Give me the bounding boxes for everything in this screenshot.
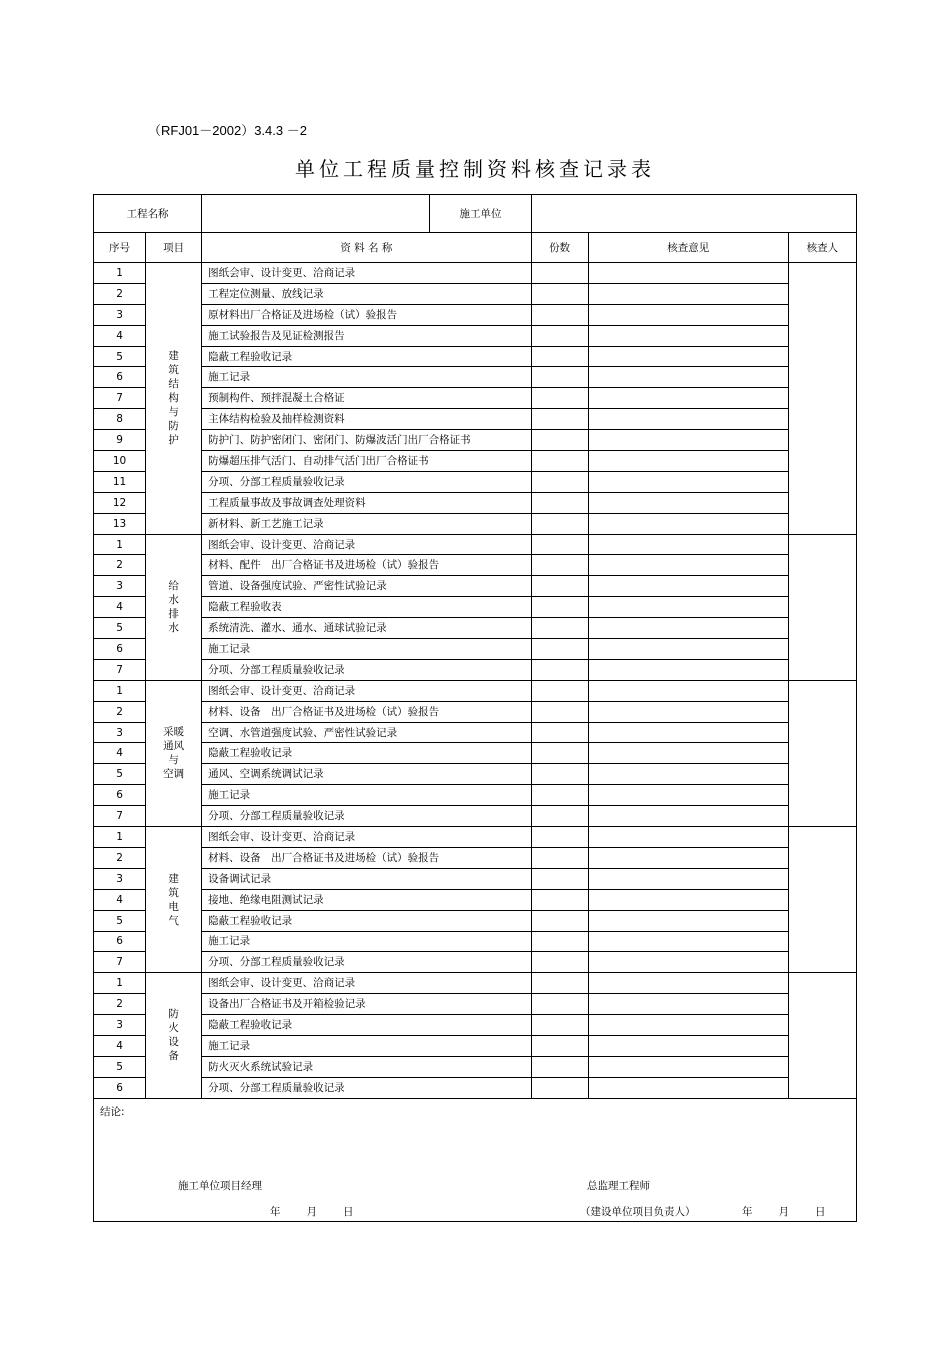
copies-cell[interactable] <box>531 722 588 743</box>
column-header-row <box>94 233 857 263</box>
copies-cell[interactable] <box>531 994 588 1015</box>
doc-name-cell: 接地、绝缘电阻测试记录 <box>202 889 531 910</box>
table-row <box>94 492 857 513</box>
table-row <box>94 555 857 576</box>
contractor-label: 施工单位 <box>430 195 531 233</box>
row-seq: 1 <box>94 263 146 284</box>
opinion-cell[interactable] <box>588 409 788 430</box>
doc-name-cell: 图纸会审、设计变更、洽商记录 <box>202 263 531 284</box>
opinion-cell[interactable] <box>588 1056 788 1077</box>
doc-name-cell: 原材料出厂合格证及进场检（试）验报告 <box>202 304 531 325</box>
table-row <box>94 910 857 931</box>
checker-cell[interactable] <box>788 827 856 973</box>
doc-name-cell: 预制构件、预拌混凝土合格证 <box>202 388 531 409</box>
doc-name-cell: 防火灭火系统试验记录 <box>202 1056 531 1077</box>
copies-cell[interactable] <box>531 764 588 785</box>
row-seq: 9 <box>94 430 146 451</box>
opinion-cell[interactable] <box>588 639 788 660</box>
copies-cell[interactable] <box>531 263 588 284</box>
opinion-cell[interactable] <box>588 555 788 576</box>
copies-cell[interactable] <box>531 1015 588 1036</box>
row-seq: 5 <box>94 1056 146 1077</box>
row-seq: 4 <box>94 743 146 764</box>
table-row <box>94 1035 857 1056</box>
table-row <box>94 994 857 1015</box>
category-char: 与 <box>168 754 179 767</box>
checker-cell[interactable] <box>788 973 856 1098</box>
table-row <box>94 806 857 827</box>
contractor-manager-label: 施工单位项目经理 <box>178 1179 262 1192</box>
row-seq: 8 <box>94 409 146 430</box>
doc-name-cell: 材料、设备 出厂合格证书及进场检（试）验报告 <box>202 847 531 868</box>
header-row <box>94 195 857 233</box>
table-row <box>94 325 857 346</box>
copies-cell[interactable] <box>531 409 588 430</box>
contractor-date: 年 月 日 <box>270 1205 354 1218</box>
opinion-cell[interactable] <box>588 1015 788 1036</box>
row-seq: 5 <box>94 764 146 785</box>
col-opinion: 核查意见 <box>588 233 788 263</box>
opinion-cell[interactable] <box>588 868 788 889</box>
copies-cell[interactable] <box>531 868 588 889</box>
row-seq: 3 <box>94 304 146 325</box>
category-char: 设 <box>168 1036 179 1049</box>
opinion-cell[interactable] <box>588 304 788 325</box>
opinion-cell[interactable] <box>588 847 788 868</box>
table-row <box>94 722 857 743</box>
category-char: 筑 <box>168 364 179 377</box>
copies-cell[interactable] <box>531 283 588 304</box>
copies-cell[interactable] <box>531 1056 588 1077</box>
doc-name-cell: 隐蔽工程验收记录 <box>202 910 531 931</box>
table-row <box>94 827 857 848</box>
table-row <box>94 471 857 492</box>
opinion-cell[interactable] <box>588 1077 788 1098</box>
copies-cell[interactable] <box>531 325 588 346</box>
copies-cell[interactable] <box>531 1035 588 1056</box>
opinion-cell[interactable] <box>588 283 788 304</box>
quality-control-table <box>93 194 857 1222</box>
copies-cell[interactable] <box>531 659 588 680</box>
row-seq: 7 <box>94 659 146 680</box>
category-char: 空调 <box>163 768 185 781</box>
category-char: 通风 <box>163 740 185 753</box>
doc-name-cell: 图纸会审、设计变更、洽商记录 <box>202 973 531 994</box>
row-seq: 2 <box>94 283 146 304</box>
table-row <box>94 743 857 764</box>
doc-name-cell: 隐蔽工程验收记录 <box>202 346 531 367</box>
copies-cell[interactable] <box>531 806 588 827</box>
row-seq: 12 <box>94 492 146 513</box>
copies-cell[interactable] <box>531 847 588 868</box>
table-row <box>94 680 857 701</box>
table-row <box>94 1077 857 1098</box>
copies-cell[interactable] <box>531 952 588 973</box>
table-row <box>94 931 857 952</box>
category-char: 建 <box>168 872 179 885</box>
copies-cell[interactable] <box>531 1077 588 1098</box>
row-seq: 6 <box>94 785 146 806</box>
table-row <box>94 451 857 472</box>
table-row <box>94 847 857 868</box>
row-seq: 10 <box>94 451 146 472</box>
row-seq: 1 <box>94 534 146 555</box>
opinion-cell[interactable] <box>588 346 788 367</box>
opinion-cell[interactable] <box>588 618 788 639</box>
doc-name-cell: 通风、空调系统调试记录 <box>202 764 531 785</box>
row-seq: 6 <box>94 1077 146 1098</box>
category-char: 排 <box>168 608 179 621</box>
copies-cell[interactable] <box>531 889 588 910</box>
table-row <box>94 304 857 325</box>
opinion-cell[interactable] <box>588 388 788 409</box>
doc-name-cell: 分项、分部工程质量验收记录 <box>202 806 531 827</box>
doc-name-cell: 空调、水管道强度试验、严密性试验记录 <box>202 722 531 743</box>
doc-name-cell: 施工记录 <box>202 785 531 806</box>
copies-cell[interactable] <box>531 471 588 492</box>
row-seq: 7 <box>94 388 146 409</box>
doc-name-cell: 设备出厂合格证书及开箱检验记录 <box>202 994 531 1015</box>
doc-name-cell: 主体结构检验及抽样检测资料 <box>202 409 531 430</box>
category-char: 电 <box>168 900 179 913</box>
conclusion-cell[interactable] <box>94 1098 857 1221</box>
row-seq: 3 <box>94 722 146 743</box>
copies-cell[interactable] <box>531 931 588 952</box>
opinion-cell[interactable] <box>588 910 788 931</box>
table-row <box>94 430 857 451</box>
row-seq: 5 <box>94 910 146 931</box>
opinion-cell[interactable] <box>588 889 788 910</box>
doc-name-cell: 防爆超压排气活门、自动排气活门出厂合格证书 <box>202 451 531 472</box>
table-row <box>94 889 857 910</box>
opinion-cell[interactable] <box>588 743 788 764</box>
category-char: 备 <box>168 1050 179 1063</box>
row-seq: 2 <box>94 994 146 1015</box>
checker-cell[interactable] <box>788 263 856 535</box>
opinion-cell[interactable] <box>588 367 788 388</box>
copies-cell[interactable] <box>531 973 588 994</box>
opinion-cell[interactable] <box>588 451 788 472</box>
table-row <box>94 868 857 889</box>
row-seq: 2 <box>94 701 146 722</box>
opinion-cell[interactable] <box>588 785 788 806</box>
copies-cell[interactable] <box>531 785 588 806</box>
doc-name-cell: 工程质量事故及事故调查处理资料 <box>202 492 531 513</box>
opinion-cell[interactable] <box>588 534 788 555</box>
row-seq: 1 <box>94 827 146 848</box>
row-seq: 1 <box>94 680 146 701</box>
category-cell <box>146 680 202 826</box>
table-row <box>94 1056 857 1077</box>
form-code: （RFJ01－2002）3.4.3 －2 <box>148 123 307 138</box>
doc-name-cell: 图纸会审、设计变更、洽商记录 <box>202 680 531 701</box>
category-char: 护 <box>168 434 179 447</box>
table-row <box>94 659 857 680</box>
doc-name-cell: 设备调试记录 <box>202 868 531 889</box>
copies-cell[interactable] <box>531 576 588 597</box>
opinion-cell[interactable] <box>588 806 788 827</box>
row-seq: 5 <box>94 346 146 367</box>
copies-cell[interactable] <box>531 618 588 639</box>
table-row <box>94 785 857 806</box>
category-char: 筑 <box>168 886 179 899</box>
table-row <box>94 1015 857 1036</box>
opinion-cell[interactable] <box>588 513 788 534</box>
category-char: 采暖 <box>163 726 185 739</box>
category-char: 水 <box>168 622 179 635</box>
category-cell <box>146 973 202 1098</box>
doc-name-cell: 施工记录 <box>202 367 531 388</box>
row-seq: 7 <box>94 952 146 973</box>
doc-name-cell: 施工试验报告及见证检测报告 <box>202 325 531 346</box>
row-seq: 6 <box>94 931 146 952</box>
doc-name-cell: 隐蔽工程验收记录 <box>202 1015 531 1036</box>
row-seq: 6 <box>94 639 146 660</box>
table-row <box>94 764 857 785</box>
copies-cell[interactable] <box>531 430 588 451</box>
opinion-cell[interactable] <box>588 263 788 284</box>
category-cell <box>146 263 202 535</box>
table-row <box>94 346 857 367</box>
row-seq: 4 <box>94 1035 146 1056</box>
row-seq: 4 <box>94 889 146 910</box>
copies-cell[interactable] <box>531 743 588 764</box>
table-row <box>94 701 857 722</box>
category-char: 与 <box>168 406 179 419</box>
opinion-cell[interactable] <box>588 931 788 952</box>
category-char: 结 <box>168 378 179 391</box>
table-row <box>94 973 857 994</box>
opinion-cell[interactable] <box>588 722 788 743</box>
opinion-cell[interactable] <box>588 764 788 785</box>
row-seq: 4 <box>94 597 146 618</box>
doc-name-cell: 材料、配件 出厂合格证书及进场检（试）验报告 <box>202 555 531 576</box>
copies-cell[interactable] <box>531 701 588 722</box>
doc-name-cell: 隐蔽工程验收记录 <box>202 743 531 764</box>
category-char: 水 <box>168 594 179 607</box>
copies-cell[interactable] <box>531 597 588 618</box>
contractor-field[interactable] <box>531 195 856 233</box>
doc-name-cell: 施工记录 <box>202 931 531 952</box>
table-row <box>94 576 857 597</box>
col-copies: 份数 <box>531 233 588 263</box>
doc-name-cell: 分项、分部工程质量验收记录 <box>202 471 531 492</box>
opinion-cell[interactable] <box>588 471 788 492</box>
doc-name-cell: 材料、设备 出厂合格证书及进场检（试）验报告 <box>202 701 531 722</box>
category-char: 给 <box>168 580 179 593</box>
copies-cell[interactable] <box>531 680 588 701</box>
row-seq: 4 <box>94 325 146 346</box>
copies-cell[interactable] <box>531 534 588 555</box>
owner-rep-label: （建设单位项目负责人） <box>580 1205 696 1218</box>
copies-cell[interactable] <box>531 304 588 325</box>
category-char: 构 <box>168 392 179 405</box>
opinion-cell[interactable] <box>588 701 788 722</box>
copies-cell[interactable] <box>531 555 588 576</box>
table-row <box>94 534 857 555</box>
category-char: 火 <box>168 1022 179 1035</box>
row-seq: 5 <box>94 618 146 639</box>
row-seq: 2 <box>94 555 146 576</box>
opinion-cell[interactable] <box>588 827 788 848</box>
doc-name-cell: 分项、分部工程质量验收记录 <box>202 1077 531 1098</box>
col-seq: 序号 <box>94 233 146 263</box>
opinion-cell[interactable] <box>588 325 788 346</box>
col-doc-name: 资 料 名 称 <box>202 233 531 263</box>
opinion-cell[interactable] <box>588 576 788 597</box>
opinion-cell[interactable] <box>588 597 788 618</box>
supervisor-date: 年 月 日 <box>742 1205 826 1218</box>
table-row <box>94 263 857 284</box>
copies-cell[interactable] <box>531 639 588 660</box>
row-seq: 3 <box>94 1015 146 1036</box>
category-cell <box>146 827 202 973</box>
opinion-cell[interactable] <box>588 659 788 680</box>
row-seq: 3 <box>94 868 146 889</box>
category-char: 建 <box>168 350 179 363</box>
checker-cell[interactable] <box>788 534 856 680</box>
chief-supervisor-label: 总监理工程师 <box>587 1179 650 1192</box>
conclusion-label: 结论: <box>100 1105 125 1118</box>
table-row <box>94 367 857 388</box>
doc-name-cell: 工程定位测量、放线记录 <box>202 283 531 304</box>
row-seq: 2 <box>94 847 146 868</box>
table-row <box>94 952 857 973</box>
row-seq: 3 <box>94 576 146 597</box>
opinion-cell[interactable] <box>588 994 788 1015</box>
row-seq: 7 <box>94 806 146 827</box>
copies-cell[interactable] <box>531 346 588 367</box>
project-name-label: 工程名称 <box>94 195 202 233</box>
opinion-cell[interactable] <box>588 680 788 701</box>
table-row <box>94 639 857 660</box>
page-title: 单位工程质量控制资料核查记录表 <box>295 157 655 181</box>
doc-name-cell: 隐蔽工程验收表 <box>202 597 531 618</box>
row-seq: 1 <box>94 973 146 994</box>
copies-cell[interactable] <box>531 367 588 388</box>
doc-name-cell: 施工记录 <box>202 1035 531 1056</box>
doc-name-cell: 系统清洗、灌水、通水、通球试验记录 <box>202 618 531 639</box>
category-char: 防 <box>168 420 179 433</box>
doc-name-cell: 新材料、新工艺施工记录 <box>202 513 531 534</box>
opinion-cell[interactable] <box>588 430 788 451</box>
table-row <box>94 513 857 534</box>
row-seq: 11 <box>94 471 146 492</box>
col-checker: 核查人 <box>788 233 856 263</box>
doc-name-cell: 管道、设备强度试验、严密性试验记录 <box>202 576 531 597</box>
opinion-cell[interactable] <box>588 1035 788 1056</box>
doc-name-cell: 图纸会审、设计变更、洽商记录 <box>202 534 531 555</box>
table-row <box>94 409 857 430</box>
opinion-cell[interactable] <box>588 492 788 513</box>
table-row <box>94 388 857 409</box>
conclusion-row <box>94 1098 857 1221</box>
table-row <box>94 597 857 618</box>
category-cell <box>146 534 202 680</box>
doc-name-cell: 分项、分部工程质量验收记录 <box>202 659 531 680</box>
doc-name-cell: 图纸会审、设计变更、洽商记录 <box>202 827 531 848</box>
table-row <box>94 283 857 304</box>
copies-cell[interactable] <box>531 451 588 472</box>
category-char: 气 <box>168 914 179 927</box>
table-row <box>94 618 857 639</box>
opinion-cell[interactable] <box>588 952 788 973</box>
col-item: 项目 <box>146 233 202 263</box>
opinion-cell[interactable] <box>588 973 788 994</box>
doc-name-cell: 施工记录 <box>202 639 531 660</box>
category-char: 防 <box>168 1008 179 1021</box>
doc-name-cell: 分项、分部工程质量验收记录 <box>202 952 531 973</box>
project-name-field[interactable] <box>202 195 430 233</box>
row-seq: 6 <box>94 367 146 388</box>
copies-cell[interactable] <box>531 492 588 513</box>
checker-cell[interactable] <box>788 680 856 826</box>
copies-cell[interactable] <box>531 513 588 534</box>
copies-cell[interactable] <box>531 910 588 931</box>
doc-name-cell: 防护门、防护密闭门、密闭门、防爆波活门出厂合格证书 <box>202 430 531 451</box>
copies-cell[interactable] <box>531 388 588 409</box>
row-seq: 13 <box>94 513 146 534</box>
copies-cell[interactable] <box>531 827 588 848</box>
